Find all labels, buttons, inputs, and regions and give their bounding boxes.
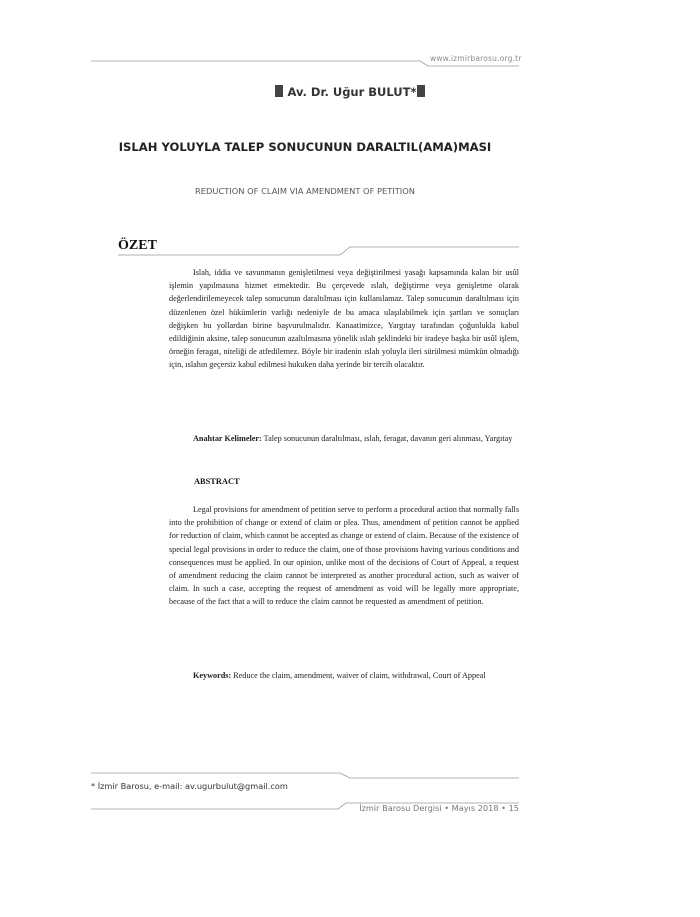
abstract-body: Legal provisions for amendment of petition serve to perform a procedural action that normally falls into the prohibition of change or extend of claim or plea. Thus, amendment of petition cannot be applied for reduction of claim, which cannot be accepted as change or extend of claim. Because of the existence of special legal provisions in order to reduce the claim, one of those provisions having various conditions and consequences must be applied. In our opinion, unlike most of the decisions of Court of Appeal, a request of amendment reducing the claim cannot be interpreted as another procedural action, such as waiver of claim. In such a case, accepting the request of amendment as void will be legally more appropriate, because of the fact that a will to reduce the claim cannot be requested as amendment of petition. <box>169 505 519 607</box>
article-subtitle: REDUCTION OF CLAIM VIA AMENDMENT OF PETITION <box>195 186 415 196</box>
keywords-label-tr: Anahtar Kelimeler: <box>193 434 262 443</box>
ozet-rule <box>118 247 519 255</box>
keywords-label-en: Keywords: <box>193 671 232 680</box>
site-url[interactable]: www.izmirbarosu.org.tr <box>430 54 522 63</box>
square-marker-icon <box>417 85 425 97</box>
abstract-keywords <box>169 669 519 682</box>
ozet-heading: ÖZET <box>118 238 157 253</box>
article-title: ISLAH YOLUYLA TALEP SONUCUNUN DARALTIL(AMA)MASI <box>118 140 492 154</box>
ozet-keywords <box>169 432 519 445</box>
ozet-paragraph <box>169 266 519 372</box>
author-name: Av. Dr. Uğur BULUT* <box>287 85 417 99</box>
footnote-rule <box>91 773 519 778</box>
abstract-paragraph <box>169 503 519 609</box>
square-marker-icon <box>275 85 283 97</box>
abstract-heading: ABSTRACT <box>194 477 240 486</box>
ozet-body: Islah, iddia ve savunmanın genişletilmesi veya değiştirilmesi yasağı kapsamında kalan bir usûl işlemin yapılmasına hizmet etmektedir. Bu çerçevede ıslah, değiştirme veya genişletme olarak değerlendirilemeyecek talep sonucunun daraltılması için kullanılamaz. Talep sonucunun daraltılması için düzenlenen özel hükümlerin varlığı nedeniyle de bu amaca ulaşılabilmek için şartları ve sonuçları değişken bu yollardan birine başvurulmalıdır. Kanaatimizce, Yargıtay tarafından çoğunlukla kabul edildiğinin aksine, talep sonucunun azaltılmasına yönelik ıslah şeklindeki bir iradeye başka bir usûl işlem, örneğin feragat, niteliği de atfedilemez. Böyle bir iradenin ıslah yoluyla ileri sürülmesi mümkün olmadığı için, ıslahın geçersiz kabul edilmesi hukuken daha yerinde bir tercih olacaktır. <box>169 268 519 370</box>
author-footnote: * İzmir Barosu, e-mail: av.ugurbulut@gmail.com <box>91 781 288 791</box>
page-footer: İzmir Barosu Dergisi • Mayıs 2018 • 15 <box>359 803 519 813</box>
author-line <box>0 85 700 99</box>
keywords-en: Reduce the claim, amendment, waiver of claim, withdrawal, Court of Appeal <box>233 671 486 680</box>
keywords-tr: Talep sonucunun daraltılması, ıslah, feragat, davanın geri alınması, Yargıtay <box>263 434 513 443</box>
